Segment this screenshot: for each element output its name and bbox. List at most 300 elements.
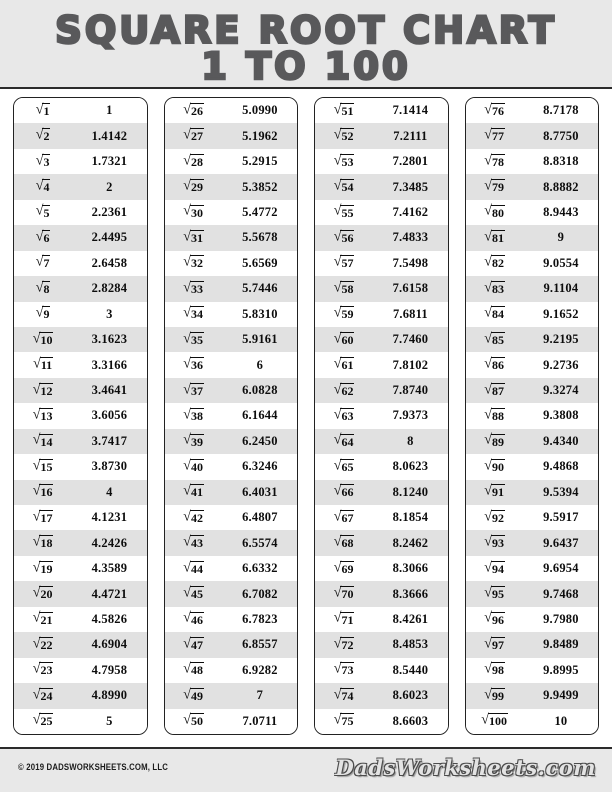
sqrt-expression	[14, 205, 72, 221]
radicand-number: 64	[341, 434, 354, 449]
radical-sign: √	[484, 229, 492, 245]
sqrt-expression	[14, 586, 72, 602]
table-row	[315, 429, 448, 454]
radicand-number: 45	[190, 587, 203, 602]
sqrt-expression	[165, 561, 223, 577]
radical-sign: √	[183, 356, 191, 372]
radical-sign: √	[484, 483, 492, 499]
sqrt-expression	[466, 637, 524, 653]
sqrt-expression	[315, 688, 373, 704]
sqrt-value: 9.3274	[543, 383, 579, 398]
sqrt-expression	[315, 434, 373, 450]
sqrt-expression	[466, 484, 524, 500]
radical-sign: √	[183, 687, 191, 703]
sqrt-value: 9.2195	[543, 332, 579, 347]
sqrt-value: 9.5394	[543, 484, 579, 499]
sqrt-value: 5.4772	[242, 204, 278, 219]
radicand-number: 14	[40, 434, 53, 449]
table-row	[466, 327, 599, 352]
table-row	[315, 123, 448, 148]
radicand-number: 16	[40, 485, 53, 500]
table-row	[14, 505, 147, 530]
radical-sign: √	[183, 331, 191, 347]
radicand-number: 48	[190, 663, 203, 678]
sqrt-value: 6.9282	[242, 662, 278, 677]
sqrt-expression	[315, 561, 373, 577]
radicand-number: 50	[190, 714, 203, 729]
sqrt-value: 5.3852	[242, 179, 278, 194]
sqrt-expression	[14, 332, 72, 348]
table-row	[165, 480, 298, 505]
sqrt-expression	[165, 332, 223, 348]
radicand-number: 38	[190, 409, 203, 424]
sqrt-value: 6.6332	[242, 561, 278, 576]
radicand-number: 94	[491, 561, 504, 576]
sqrt-value: 4.7958	[91, 662, 128, 677]
sqrt-expression	[466, 662, 524, 678]
radical-sign: √	[333, 534, 342, 550]
radicand-number: 36	[190, 358, 203, 373]
radical-sign: √	[183, 585, 191, 601]
radicand-number: 7	[43, 256, 50, 271]
sqrt-value: 7.8102	[392, 357, 429, 372]
table-row	[466, 352, 599, 377]
radicand-number: 78	[491, 154, 504, 169]
radical-sign: √	[333, 102, 342, 118]
radical-sign: √	[484, 585, 492, 601]
radical-sign: √	[484, 102, 492, 118]
sqrt-value: 4.8990	[91, 688, 128, 703]
table-row	[14, 683, 147, 708]
radical-sign: √	[484, 153, 492, 169]
table-row	[466, 174, 599, 199]
radical-sign: √	[32, 610, 41, 626]
sqrt-value: 8.2462	[392, 535, 429, 550]
sqrt-expression	[466, 510, 524, 526]
sqrt-expression	[14, 612, 72, 628]
sqrt-expression	[165, 306, 223, 322]
sqrt-value: 2.2361	[91, 204, 128, 219]
sqrt-value: 6.5574	[242, 535, 278, 550]
table-row	[315, 251, 448, 276]
radicand-number: 40	[190, 459, 203, 474]
radical-sign: √	[183, 560, 191, 576]
sqrt-expression	[165, 230, 223, 246]
radicand-number: 74	[341, 688, 354, 703]
sqrt-value: 6.7082	[242, 586, 278, 601]
table-row	[315, 505, 448, 530]
table-row	[466, 225, 599, 250]
radicand-number: 28	[190, 154, 203, 169]
radical-sign: √	[183, 178, 191, 194]
sqrt-value: 7.6811	[392, 306, 428, 321]
radicand-number: 81	[491, 231, 504, 245]
radicand-number: 19	[40, 561, 53, 576]
table-row	[466, 530, 599, 555]
radical-sign: √	[484, 458, 492, 474]
radicand-number: 62	[341, 383, 354, 398]
radicand-number: 37	[190, 383, 203, 398]
sqrt-value: 2	[106, 179, 113, 194]
radicand-number: 20	[40, 587, 53, 602]
table-row	[165, 658, 298, 683]
sqrt-expression	[466, 332, 524, 348]
table-row	[466, 683, 599, 708]
radical-sign: √	[32, 661, 41, 677]
sqrt-value: 9.2736	[543, 357, 579, 372]
table-row	[315, 225, 448, 250]
sqrt-value: 8.4853	[392, 637, 429, 652]
radicand-number: 51	[341, 103, 354, 118]
sqrt-value: 5.5678	[242, 230, 278, 245]
radicand-number: 10	[40, 332, 53, 347]
sqrt-expression	[466, 230, 524, 246]
sqrt-expression	[466, 688, 524, 704]
sqrt-expression	[14, 383, 72, 399]
sqrt-expression	[466, 535, 524, 551]
table-row	[466, 403, 599, 428]
sqrt-expression	[165, 535, 223, 551]
sqrt-expression	[466, 586, 524, 602]
sqrt-value: 4.4721	[91, 586, 128, 601]
radical-sign: √	[333, 585, 342, 601]
table-row	[466, 302, 599, 327]
sqrt-value: 8.7750	[543, 128, 579, 143]
sqrt-expression	[315, 535, 373, 551]
radicand-number: 87	[491, 383, 504, 398]
radicand-number: 83	[491, 281, 504, 296]
sqrt-value: 2.6458	[91, 255, 128, 270]
sqrt-value: 4.6904	[91, 637, 128, 652]
radical-sign: √	[333, 127, 342, 143]
sqrt-value: 7.0711	[242, 713, 278, 728]
radical-sign: √	[183, 280, 191, 296]
sqrt-expression	[466, 255, 524, 271]
radical-sign: √	[333, 483, 342, 499]
radical-sign: √	[183, 254, 191, 270]
sqrt-expression	[466, 357, 524, 373]
radical-sign: √	[183, 458, 191, 474]
radicand-number: 79	[491, 180, 504, 195]
table-row	[165, 607, 298, 632]
sqrt-value: 5.0990	[242, 103, 278, 118]
sqrt-expression	[14, 484, 72, 500]
radicand-number: 60	[341, 332, 354, 347]
table-row	[315, 556, 448, 581]
table-row	[165, 174, 298, 199]
sqrt-expression	[14, 434, 72, 450]
radicand-number: 84	[491, 307, 504, 322]
radicand-number: 68	[341, 536, 354, 551]
radical-sign: √	[484, 636, 492, 652]
sqrt-expression	[14, 306, 72, 322]
radical-sign: √	[484, 305, 492, 321]
radicand-number: 23	[40, 663, 53, 678]
table-row	[165, 505, 298, 530]
sqrt-value: 8.7178	[543, 103, 579, 118]
radicand-number: 96	[491, 612, 504, 627]
sqrt-value: 9.5917	[543, 510, 579, 525]
radicand-number: 8	[43, 281, 50, 296]
radicand-number: 41	[190, 485, 203, 500]
radicand-number: 99	[491, 688, 504, 703]
sqrt-expression	[14, 357, 72, 373]
sqrt-expression	[315, 179, 373, 195]
sqrt-value: 7.2111	[393, 128, 428, 143]
table-row	[315, 403, 448, 428]
sqrt-expression	[165, 128, 223, 144]
sqrt-value: 6.1644	[242, 408, 278, 423]
table-row	[14, 403, 147, 428]
radical-sign: √	[35, 102, 44, 118]
radical-sign: √	[333, 560, 342, 576]
radical-sign: √	[183, 610, 191, 626]
radical-sign: √	[333, 661, 342, 677]
radicand-number: 29	[190, 180, 203, 195]
sqrt-value: 1.7321	[91, 154, 128, 169]
sqrt-value: 8.8882	[543, 179, 579, 194]
sqrt-value: 9.4868	[543, 459, 579, 474]
sqrt-value: 10	[554, 713, 568, 728]
sqrt-expression	[165, 586, 223, 602]
table-row	[165, 683, 298, 708]
radicand-number: 61	[341, 358, 354, 373]
table-row	[165, 581, 298, 606]
sqrt-value: 8.1854	[392, 510, 429, 525]
table-row	[14, 429, 147, 454]
radical-sign: √	[32, 407, 41, 423]
table-row	[14, 480, 147, 505]
sqrt-expression	[165, 179, 223, 195]
sqrt-expression	[466, 154, 524, 170]
radical-sign: √	[183, 229, 191, 245]
sqrt-expression	[466, 103, 524, 119]
sqrt-value: 9.6437	[543, 535, 579, 550]
sqrt-value: 8.8318	[543, 154, 579, 169]
radical-sign: √	[484, 331, 492, 347]
radicand-number: 88	[491, 409, 504, 424]
table-row	[14, 276, 147, 301]
sqrt-value: 9.4340	[543, 433, 579, 448]
sqrt-expression	[14, 179, 72, 195]
table-row	[466, 429, 599, 454]
radicand-number: 57	[341, 256, 354, 271]
table-row	[466, 658, 599, 683]
radical-sign: √	[32, 687, 41, 703]
sqrt-value: 5.2915	[242, 154, 278, 169]
radical-sign: √	[333, 712, 342, 728]
radical-sign: √	[183, 407, 191, 423]
sqrt-value: 7.4162	[392, 204, 429, 219]
radical-sign: √	[481, 712, 489, 728]
sqrt-expression	[165, 713, 223, 729]
radicand-number: 30	[190, 205, 203, 220]
sqrt-expression	[14, 459, 72, 475]
radicand-number: 66	[341, 485, 354, 500]
table-row	[466, 556, 599, 581]
sqrt-value: 6.2450	[242, 433, 278, 448]
radicand-number: 11	[40, 358, 53, 373]
sqrt-value: 6.4031	[242, 484, 278, 499]
table-row	[315, 200, 448, 225]
radicand-number: 18	[40, 536, 53, 551]
sqrt-value: 8	[407, 433, 414, 448]
radical-sign: √	[484, 407, 492, 423]
table-row	[466, 251, 599, 276]
radical-sign: √	[33, 356, 41, 372]
sqrt-expression	[315, 154, 373, 170]
radical-sign: √	[183, 712, 191, 728]
table-row	[315, 302, 448, 327]
radicand-number: 85	[491, 332, 504, 347]
sqrt-value: 8.0623	[392, 459, 429, 474]
radicand-number: 58	[341, 281, 354, 296]
sqrt-value: 7.7460	[392, 332, 429, 347]
radicand-number: 25	[40, 714, 53, 729]
radicand-number: 13	[40, 409, 53, 424]
radical-sign: √	[183, 305, 191, 321]
table-row	[466, 200, 599, 225]
sqrt-expression	[14, 535, 72, 551]
radicand-number: 32	[190, 256, 203, 271]
radical-sign: √	[484, 661, 492, 677]
table-row	[315, 276, 448, 301]
sqrt-value: 7	[256, 688, 264, 703]
square-root-table-area	[0, 89, 612, 745]
sqrt-expression	[14, 230, 72, 246]
radical-sign: √	[484, 254, 492, 270]
radicand-number: 69	[341, 561, 354, 576]
table-row	[14, 658, 147, 683]
sqrt-expression	[315, 459, 373, 475]
sqrt-value: 5.8310	[242, 306, 278, 321]
table-row	[315, 581, 448, 606]
radicand-number: 93	[491, 536, 504, 551]
table-row	[14, 251, 147, 276]
radical-sign: √	[484, 560, 492, 576]
sqrt-table-column-2	[164, 97, 299, 735]
sqrt-expression	[14, 561, 72, 577]
radical-sign: √	[484, 280, 492, 296]
table-row	[165, 225, 298, 250]
radicand-number: 46	[190, 612, 203, 627]
sqrt-expression	[315, 484, 373, 500]
radical-sign: √	[35, 254, 44, 270]
sqrt-expression	[315, 103, 373, 119]
table-row	[315, 709, 448, 734]
radicand-number: 12	[40, 383, 53, 398]
radicand-number: 70	[341, 587, 354, 602]
sqrt-expression	[315, 281, 373, 297]
sqrt-value: 9.8489	[543, 637, 579, 652]
radicand-number: 63	[341, 409, 354, 424]
radicand-number: 80	[491, 205, 504, 220]
sqrt-expression	[14, 713, 72, 729]
sqrt-value: 7.6158	[392, 281, 429, 296]
sqrt-expression	[165, 383, 223, 399]
sqrt-expression	[14, 154, 72, 170]
table-row	[165, 123, 298, 148]
page-title-line2: 1 TO 100	[201, 45, 411, 88]
radicand-number: 89	[491, 434, 504, 449]
table-row	[165, 276, 298, 301]
sqrt-table-column-1	[13, 97, 148, 735]
radicand-number: 67	[341, 510, 354, 525]
table-row	[14, 352, 147, 377]
sqrt-value: 5.6569	[242, 255, 278, 270]
radical-sign: √	[484, 509, 492, 525]
sqrt-value: 6.8557	[242, 637, 278, 652]
radical-sign: √	[183, 203, 191, 219]
sqrt-value: 6	[256, 357, 264, 372]
sqrt-value: 5.7446	[242, 281, 278, 296]
radicand-number: 86	[491, 358, 504, 373]
table-row	[14, 454, 147, 479]
radical-sign: √	[333, 305, 342, 321]
radical-sign: √	[484, 203, 492, 219]
sqrt-expression	[14, 103, 72, 119]
copyright-text: © 2019 DADSWORKSHEETS.COM, LLC	[18, 762, 169, 773]
radicand-number: 95	[491, 587, 504, 602]
sqrt-expression	[165, 688, 223, 704]
table-row	[165, 378, 298, 403]
table-row	[14, 149, 147, 174]
sqrt-expression	[165, 281, 223, 297]
radical-sign: √	[32, 331, 41, 347]
radical-sign: √	[484, 610, 492, 626]
table-row	[165, 530, 298, 555]
sqrt-value: 8.4261	[392, 611, 429, 626]
radical-sign: √	[35, 280, 44, 296]
radicand-number: 35	[190, 332, 203, 347]
radicand-number: 77	[491, 129, 504, 144]
radicand-number: 5	[43, 205, 50, 220]
radical-sign: √	[333, 153, 342, 169]
radical-sign: √	[333, 407, 342, 423]
radical-sign: √	[183, 509, 191, 525]
sqrt-value: 2.8284	[91, 281, 128, 296]
sqrt-value: 9.7468	[543, 586, 579, 601]
radical-sign: √	[32, 458, 41, 474]
table-row	[14, 530, 147, 555]
radical-sign: √	[32, 560, 41, 576]
sqrt-expression	[315, 662, 373, 678]
table-row	[165, 403, 298, 428]
sqrt-expression	[315, 306, 373, 322]
table-row	[315, 378, 448, 403]
sqrt-value: 6.0828	[242, 383, 278, 398]
sqrt-value: 8.3066	[392, 561, 429, 576]
sqrt-expression	[165, 510, 223, 526]
sqrt-value: 6.3246	[242, 459, 278, 474]
radical-sign: √	[333, 356, 342, 372]
radicand-number: 92	[491, 510, 504, 525]
sqrt-value: 3	[106, 306, 113, 321]
radicand-number: 9	[43, 307, 50, 322]
sqrt-value: 1	[106, 103, 113, 118]
sqrt-expression	[14, 408, 72, 424]
radicand-number: 24	[40, 688, 53, 703]
sqrt-value: 4	[106, 484, 113, 499]
sqrt-table-column-3	[314, 97, 449, 735]
table-row	[14, 327, 147, 352]
sqrt-value: 3.7417	[91, 433, 128, 448]
radical-sign: √	[32, 712, 41, 728]
table-row	[466, 378, 599, 403]
radical-sign: √	[35, 153, 44, 169]
sqrt-value: 9.3808	[543, 408, 579, 423]
radical-sign: √	[484, 127, 492, 143]
